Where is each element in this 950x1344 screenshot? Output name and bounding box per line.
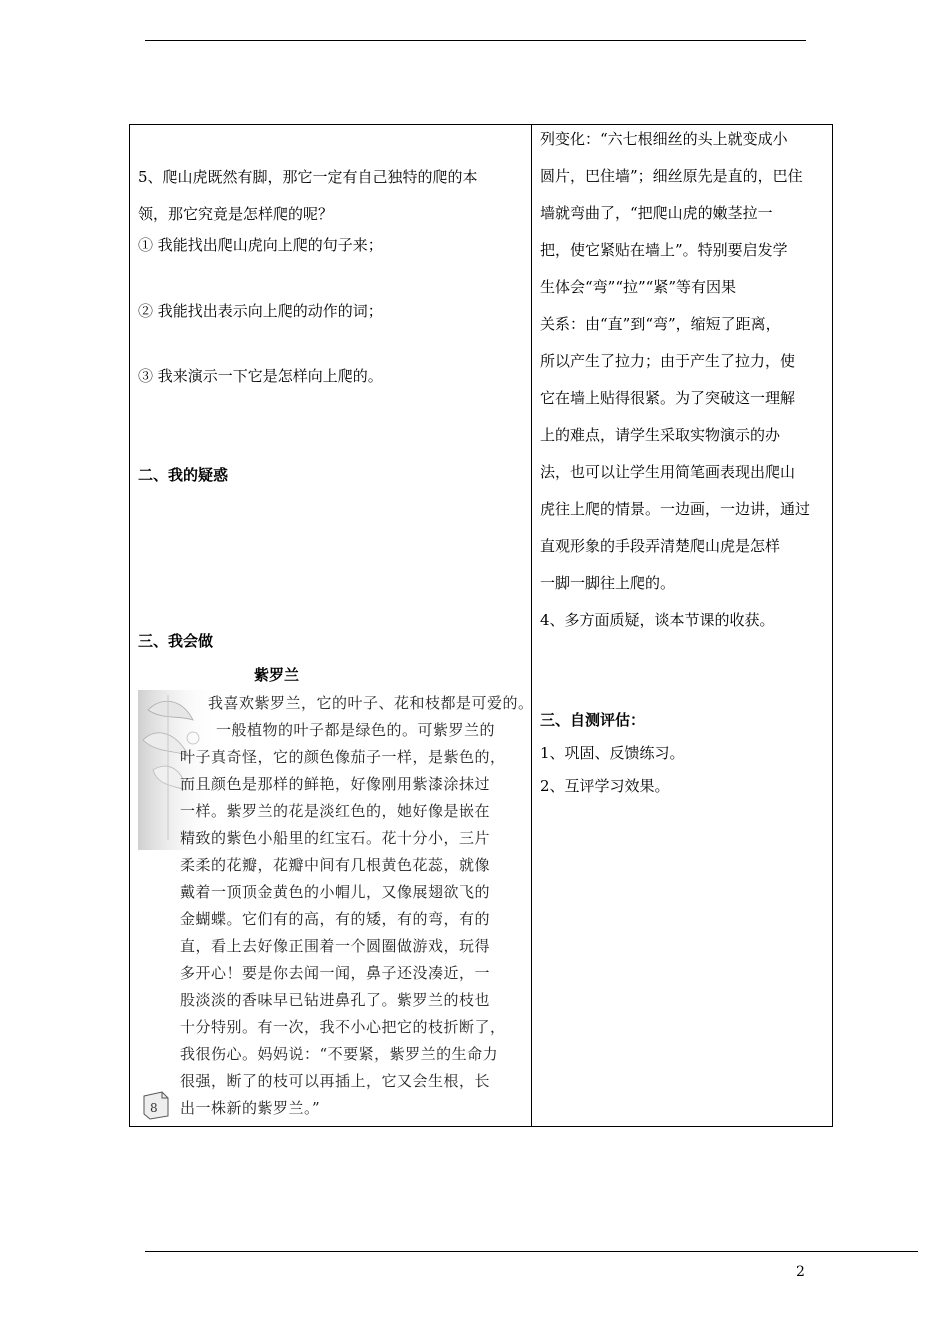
right-para-line: 法，也可以让学生用简笔画表现出爬山 (540, 463, 796, 481)
right-para-line: 它在墙上贴得很紧。为了突破这一理解 (540, 389, 796, 407)
task-item-2: ② 我能找出表示向上爬的动作的词； (138, 302, 383, 320)
passage-line: 戴着一顶顶金黄色的小帽儿，又像展翅欲飞的 (180, 883, 491, 901)
column-divider (531, 125, 532, 1126)
passage-line: 一样。紫罗兰的花是淡红色的，她好像是嵌在 (180, 802, 491, 820)
task-item-3: ③ 我来演示一下它是怎样向上爬的。 (138, 367, 383, 385)
passage-line: 一般植物的叶子都是绿色的。可紫罗兰的 (216, 721, 496, 739)
page-number: 2 (796, 1264, 805, 1280)
passage-line: 出一株新的紫罗兰。” (180, 1099, 321, 1117)
passage-line: 我喜欢紫罗兰，它的叶子、花和枝都是可爱的。 (208, 694, 534, 712)
right-para-line: 直观形象的手段弄清楚爬山虎是怎样 (540, 537, 781, 555)
passage-line: 精致的紫色小船里的红宝石。花十分小，三片 (180, 829, 491, 847)
passage-line: 十分特别。有一次，我不小心把它的枝折断了， (180, 1018, 506, 1036)
right-para-line: 所以产生了拉力；由于产生了拉力，使 (540, 352, 796, 370)
passage-title: 紫罗兰 (254, 666, 300, 684)
passage-line: 股淡淡的香味早已钻进鼻孔了。紫罗兰的枝也 (180, 991, 491, 1009)
question-5-line-2: 领，那它究竟是怎样爬的呢？ (138, 205, 334, 223)
passage-line: 多开心！要是你去闻一闻，鼻子还没凑近，一 (180, 964, 491, 982)
question-5-line-1: 5、爬山虎既然有脚，那它一定有自己独特的爬的本 (138, 168, 478, 186)
page-badge (142, 1090, 170, 1120)
passage-scan (138, 690, 534, 1122)
passage-line: 而且颜色是那样的鲜艳，好像刚用紫漆涂抹过 (180, 775, 491, 793)
passage-line: 叶子真奇怪，它的颜色像茄子一样，是紫色的， (180, 748, 506, 766)
right-para-line: 列变化：“六七根细丝的头上就变成小 (540, 130, 788, 148)
right-para-line: 生体会“弯”“拉”“紧”等有因果 (540, 278, 737, 296)
right-para-line: 一脚一脚往上爬的。 (540, 574, 676, 592)
self-evaluation-heading: 三、自测评估： (540, 711, 646, 729)
passage-line: 直，看上去好像正围着一个圆圈做游戏，玩得 (180, 937, 491, 955)
task-item-4: 4、多方面质疑，谈本节课的收获。 (540, 611, 775, 629)
footer-rule (145, 1251, 918, 1252)
section-2-heading: 二、我的疑惑 (138, 466, 229, 484)
right-para-line: 关系：由“直”到“弯”，缩短了距离， (540, 315, 781, 333)
passage-line: 柔柔的花瓣，花瓣中间有几根黄色花蕊，就像 (180, 856, 491, 874)
right-para-line: 圆片，巴住墙”；细丝原先是直的，巴住 (540, 167, 803, 185)
passage-line: 金蝴蝶。它们有的高，有的矮，有的弯，有的 (180, 910, 491, 928)
header-rule (145, 40, 806, 41)
right-para-line: 墙就弯曲了，“把爬山虎的嫩茎拉一 (540, 204, 773, 222)
task-item-1: ① 我能找出爬山虎向上爬的句子来； (138, 236, 383, 254)
right-para-line: 把，使它紧贴在墙上”。特别要启发学 (540, 241, 788, 259)
right-para-line: 虎往上爬的情景。一边画，一边讲，通过 (540, 500, 811, 518)
page-badge-number: 8 (150, 1101, 158, 1115)
passage-line: 很强，断了的枝可以再插上，它又会生根，长 (180, 1072, 491, 1090)
section-3-heading: 三、我会做 (138, 632, 214, 650)
lesson-table (129, 124, 833, 1127)
evaluation-item-1: 1、巩固、反馈练习。 (540, 744, 685, 762)
evaluation-item-2: 2、互评学习效果。 (540, 777, 670, 795)
right-para-line: 上的难点，请学生采取实物演示的办 (540, 426, 781, 444)
passage-line: 我很伤心。妈妈说：“不要紧，紫罗兰的生命力 (180, 1045, 499, 1063)
